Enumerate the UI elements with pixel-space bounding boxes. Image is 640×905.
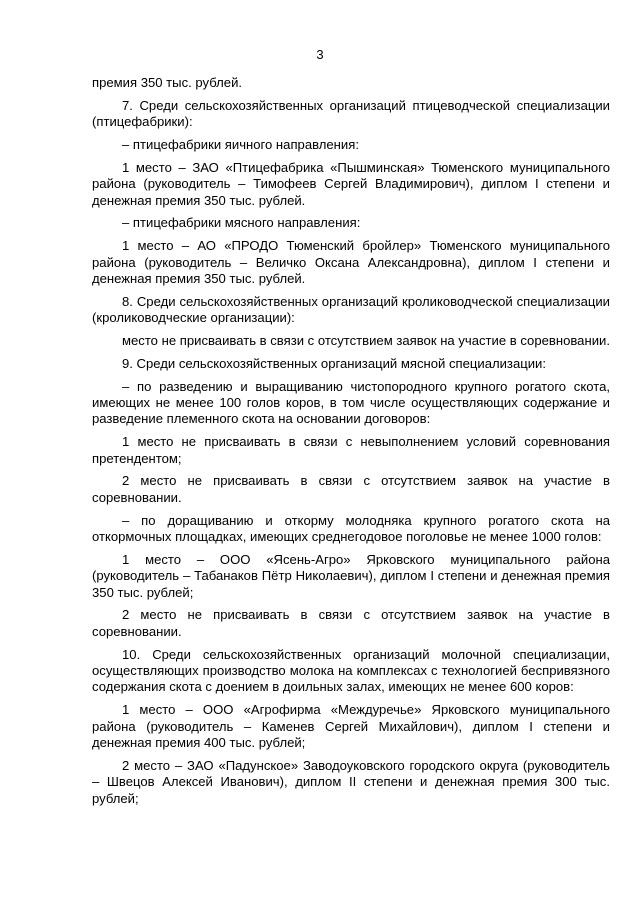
paragraph: 7. Среди сельскохозяйственных организаций птицеводческой специализации (птицефабрики):: [92, 97, 610, 130]
paragraph: 1 место не присваивать в связи с невыполнением условий соревнования претендентом;: [92, 434, 610, 466]
paragraph: 2 место не присваивать в связи с отсутствием заявок на участие в соревновании.: [92, 473, 610, 505]
paragraph: 10. Среди сельскохозяйственных организаций молочной специализации, осуществляющих производство молока на комплексах с технологией беспривязного содержания скота с доением в доильных залах, имеющих не менее 600 коров:: [92, 646, 610, 695]
paragraph: 1 место – ЗАО «Птицефабрика «Пышминская» Тюменского муниципального района (руководитель – Тимофеев Сергей Владимирович), диплом I степени и денежная премия 350 тыс. рублей.: [92, 159, 610, 208]
paragraph: 2 место не присваивать в связи с отсутствием заявок на участие в соревновании.: [92, 607, 610, 639]
paragraph: – по доращиванию и откорму молодняка крупного рогатого скота на откормочных площадках, имеющих среднегодовое поголовье не менее 1000 голов:: [92, 512, 610, 545]
paragraph: место не присваивать в связи с отсутствием заявок на участие в соревновании.: [122, 333, 610, 349]
paragraph: 8. Среди сельскохозяйственных организаций кролиководческой специализации (кролиководческие организации):: [92, 293, 610, 326]
paragraph: 9. Среди сельскохозяйственных организаций мясной специализации:: [122, 355, 546, 371]
paragraph: 1 место – ООО «Ясень-Агро» Ярковского муниципального района (руководитель – Табанаков Пётр Николаевич), диплом I степени и денежная премия 350 тыс. рублей;: [92, 551, 610, 600]
paragraph: – птицефабрики мясного направления:: [122, 215, 361, 231]
page-number: 3: [316, 47, 324, 62]
paragraph: – птицефабрики яичного направления:: [122, 137, 359, 152]
document-body: [92, 75, 610, 813]
paragraph: 1 место – АО «ПРОДО Тюменский бройлер» Тюменского муниципального района (руководитель – Величко Оксана Александровна), диплом I степени и денежная премия 350 тыс. рублей.: [92, 238, 610, 287]
paragraph: 1 место – ООО «Агрофирма «Междуречье» Ярковского муниципального района (руководитель – Каменев Сергей Михайлович), диплом I степени и денежная премия 400 тыс. рублей;: [92, 702, 610, 751]
paragraph: – по разведению и выращиванию чистопородного крупного рогатого скота, имеющих не менее 100 голов коров, в том числе осуществляющих содержание и разведение племенного скота на основании договоров:: [92, 378, 610, 427]
paragraph: 2 место – ЗАО «Падунское» Заводоуковского городского округа (руководитель – Швецов Алексей Иванович), диплом II степени и денежная премия 300 тыс. рублей;: [92, 757, 610, 806]
paragraph: премия 350 тыс. рублей.: [92, 75, 243, 90]
